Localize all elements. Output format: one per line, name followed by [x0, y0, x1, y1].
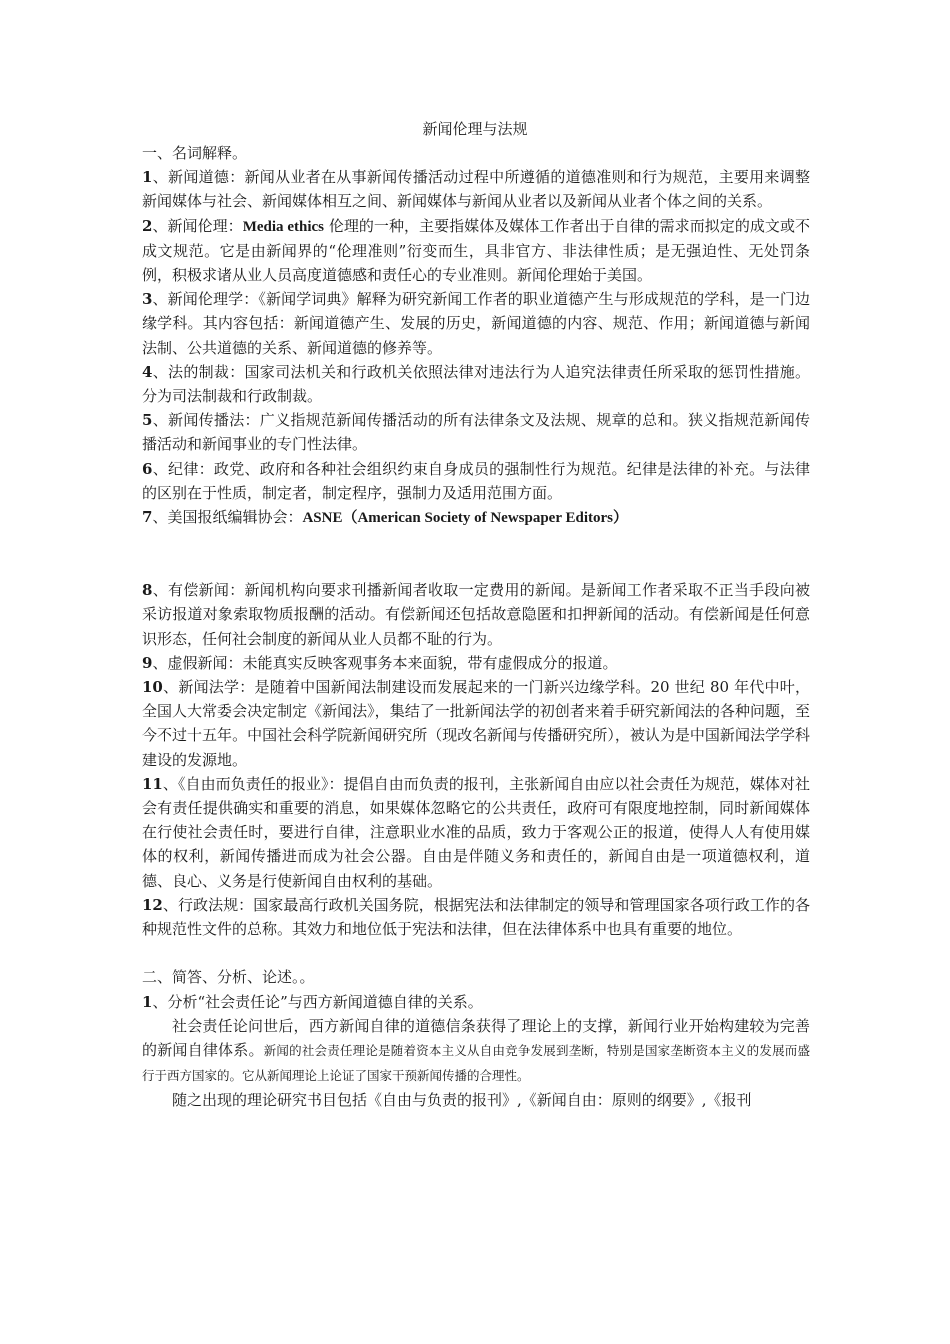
- item-text: 、《自由而负责任的报业》：提倡自由而负责的报刊，主张新闻自由应以社会责任为规范，媒体对社会有责任提供确实和重要的消息，如果媒体忽略它的公共责任，政府可有限度地控制，同时新闻媒体在行使社会责任时，要进行自律，注意职业水准的品质，致力于客观公正的报道，使得人人有使用媒体的权利，新闻传播进而成为社会公器。自由是伴随义务和责任的，新闻自由是一项道德权利，道德、良心、义务是行使新闻自由权利的基础。: [142, 774, 810, 890]
- item-text: 、纪律：政党、政府和各种社会组织约束自身成员的强制性行为规范。纪律是法律的补充。与法律的区别在于性质，制定者，制定程序，强制力及适用范围方面。: [142, 459, 810, 502]
- term-item-5: [142, 408, 810, 456]
- term-item-8: [142, 578, 810, 651]
- question-1: [142, 990, 810, 1014]
- item-number: 12: [142, 895, 163, 914]
- item-english-term: ASNE（American Society of Newspaper Editors）: [302, 510, 628, 527]
- item-prefix: 、美国报纸编辑协会：: [152, 508, 303, 527]
- spacer: [142, 530, 810, 578]
- item-number: 5: [142, 411, 153, 430]
- term-item-10: [142, 675, 810, 772]
- document-body: [142, 141, 810, 1113]
- spacer: [142, 941, 810, 965]
- item-text: 、新闻法学：是随着中国新闻法制建设而发展起来的一门新兴边缘学科。20 世纪 80 年代中叶，全国人大常委会决定制定《新闻法》，集结了一批新闻法学的初创者来着手研究新闻法的各种问题，至今不过十五年。中国社会科学院新闻研究所（现改名新闻与传播研究所），被认为是中国新闻法学学科建设的发源地。: [142, 678, 810, 769]
- answer-paragraph-2: 随之出现的理论研究书目包括《自由与负责的报刊》,《新闻自由：原则的纲要》,《报刊: [172, 1091, 752, 1110]
- answer-main-text: 社会责任论问世后，西方新闻自律的道德信条获得了理论上的支撑，新闻行业开始构建较为完善的新闻自律体系。: [142, 1016, 810, 1059]
- item-text: 、虚假新闻：未能真实反映客观事务本来面貌，带有虚假成分的报道。: [152, 653, 618, 672]
- term-item-9: [142, 651, 810, 675]
- question-text: 、分析“社会责任论”与西方新闻道德自律的关系。: [152, 992, 483, 1011]
- item-english-term: Media ethics: [242, 218, 324, 235]
- term-item-12: [142, 893, 810, 941]
- item-number: 11: [142, 774, 163, 793]
- answer-small-text: 新闻的社会责任理论是随着资本主义从自由竞争发展到垄断，特别是国家垄断资本主义的发展而盛行于西方国家的。它从新闻理论上论证了国家干预新闻传播的合理性。: [142, 1042, 810, 1084]
- answer-paragraph-1: [142, 1014, 810, 1089]
- item-number: 1: [142, 168, 153, 187]
- item-number: 8: [142, 581, 153, 600]
- item-number: 3: [142, 290, 153, 309]
- item-prefix: 、新闻伦理：: [152, 216, 243, 235]
- item-text: 、新闻传播法：广义指规范新闻传播活动的所有法律条文及法规、规章的总和。狭义指规范新闻传播活动和新闻事业的专门性法律。: [142, 411, 810, 454]
- section-heading-1: 一、名词解释。: [142, 144, 248, 162]
- item-text: 、有偿新闻：新闻机构向要求刊播新闻者收取一定费用的新闻。是新闻工作者采取不正当手段向被采访报道对象索取物质报酬的活动。有偿新闻还包括故意隐匿和扣押新闻的活动。有偿新闻是任何意识形态，任何社会制度的新闻从业人员都不耻的行为。: [142, 581, 810, 648]
- page-title: 新闻伦理与法规: [422, 120, 528, 138]
- item-number: 10: [142, 678, 163, 697]
- item-text: 、新闻道德：新闻从业者在从事新闻传播活动过程中所遵循的道德准则和行为规范，主要用来调整新闻媒体与社会、新闻媒体相互之间、新闻媒体与新闻从业者以及新闻从业者个体之间的关系。: [142, 168, 810, 211]
- term-item-4: [142, 360, 810, 408]
- question-number: 1: [142, 992, 153, 1011]
- item-text: 、法的制裁：国家司法机关和行政机关依照法律对违法行为人追究法律责任所采取的惩罚性措施。分为司法制裁和行政制裁。: [142, 362, 810, 406]
- item-number: 6: [142, 459, 153, 478]
- item-number: 2: [142, 216, 153, 235]
- term-item-6: [142, 457, 810, 505]
- item-number: 7: [142, 508, 153, 527]
- term-item-2: [142, 214, 810, 288]
- term-item-11: [142, 772, 810, 893]
- section-heading-2: 二、简答、分析、论述。。: [142, 968, 315, 987]
- term-item-1: [142, 165, 810, 213]
- item-number: 9: [142, 653, 153, 672]
- item-number: 4: [142, 362, 153, 381]
- item-text: 、新闻伦理学：《新闻学词典》解释为研究新闻工作者的职业道德产生与形成规范的学科，是一门边缘学科。其内容包括：新闻道德产生、发展的历史，新闻道德的内容、规范、作用；新闻道德与新闻法制、公共道德的关系、新闻道德的修养等。: [142, 290, 810, 357]
- term-item-3: [142, 287, 810, 360]
- item-text: 、行政法规：国家最高行政机关国务院，根据宪法和法律制定的领导和管理国家各项行政工作的各种规范性文件的总称。其效力和地位低于宪法和法律，但在法律体系中也具有重要的地位。: [142, 895, 810, 939]
- item-text: 伦理的一种，主要指媒体及媒体工作者出于自律的需求而拟定的成文或不成文规范。它是由新闻界的“伦理准则”衍变而生，具非官方、非法律性质；是无强迫性、无处罚条例，积极求诸从业人员高度道德感和责任心的专业准则。新闻伦理始于美国。: [142, 216, 810, 285]
- term-item-7: [142, 505, 810, 530]
